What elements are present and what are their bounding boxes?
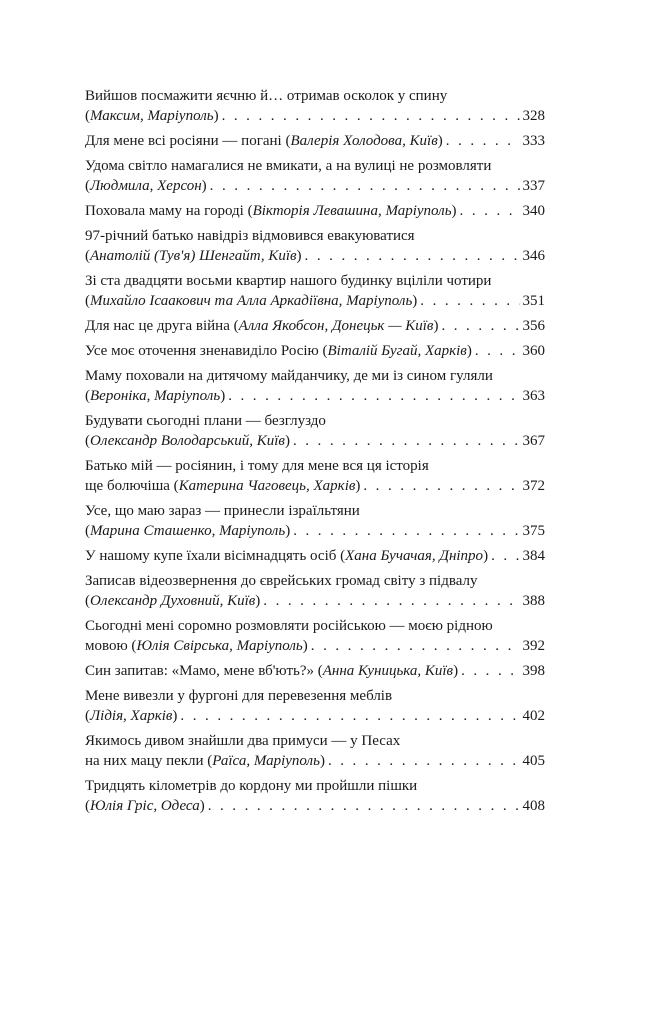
toc-entry-line: [85, 776, 545, 796]
title-text: ): [433, 318, 439, 334]
author-name: Анна Куницька, Київ: [322, 663, 454, 679]
dot-leader: [293, 431, 520, 451]
toc-entry-text: [85, 368, 493, 384]
toc-entry: [85, 226, 545, 266]
author-name: Юлія Гріс, Одеса: [90, 798, 200, 814]
author-name: Валерія Холодова, Київ: [290, 133, 438, 149]
title-text: ): [319, 753, 325, 769]
title-text: (: [85, 388, 90, 404]
toc-entry: [85, 661, 545, 681]
dot-leader: [228, 386, 519, 406]
author-name: Юлія Свірська, Маріуполь: [136, 638, 303, 654]
toc-entry-line: [85, 731, 545, 751]
dot-leader: [263, 591, 519, 611]
toc-entry-text: [85, 246, 302, 266]
author-name: Віталій Бугай, Харків: [327, 343, 467, 359]
page-number: 360: [522, 343, 545, 359]
dot-leader: [311, 636, 520, 656]
title-text: на них мацу пекли (: [85, 753, 213, 769]
toc-entry-text: [85, 476, 360, 496]
toc-entry: [85, 616, 545, 656]
toc-entry: [85, 86, 545, 126]
dot-leader: [461, 661, 519, 681]
author-name: Анатолій (Тув'я) Шенгайт, Київ: [90, 248, 297, 264]
toc-entry-text: [85, 413, 326, 429]
toc-entry-line: [85, 571, 545, 591]
title-text: (: [85, 798, 90, 814]
toc-entry-last-line: [85, 131, 545, 151]
toc-entry-last-line: [85, 386, 545, 406]
page-number: 363: [522, 388, 545, 404]
toc-entry-text: [85, 733, 400, 749]
dot-leader: [210, 176, 520, 196]
toc-entry-text: [85, 751, 325, 771]
title-text: Записав відеозвернення до єврейських громад світу з підвалу: [85, 573, 478, 589]
title-text: Для мене всі росіяни — погані (: [85, 133, 291, 149]
toc-entry-text: [85, 778, 417, 794]
title-text: Для нас це друга війна (: [85, 318, 239, 334]
title-text: ): [412, 293, 418, 309]
author-name: Катерина Чаговець, Харків: [178, 478, 356, 494]
toc-entry: [85, 456, 545, 496]
toc-entry-text: [85, 106, 219, 126]
toc-entry-last-line: [85, 106, 545, 126]
toc-entry-last-line: [85, 246, 545, 266]
title-text: ): [296, 248, 302, 264]
toc-entry-line: [85, 226, 545, 246]
page-number: 333: [522, 133, 545, 149]
toc-entry-text: [85, 386, 225, 406]
toc-entry-last-line: [85, 636, 545, 656]
toc-entry-last-line: [85, 661, 545, 681]
author-name: Олександр Духовний, Київ: [90, 593, 256, 609]
toc-entry-last-line: [85, 521, 545, 541]
toc-entry-last-line: [85, 591, 545, 611]
toc-entry-line: [85, 271, 545, 291]
toc-entry: [85, 316, 545, 336]
toc-entry-text: [85, 688, 392, 704]
toc-entry-line: [85, 411, 545, 431]
title-text: (: [85, 178, 90, 194]
table-of-contents: [85, 86, 545, 821]
title-text: Удома світло намагалися не вмикати, а на вулиці не розмовляти: [85, 158, 492, 174]
title-text: Якимось дивом знайшли два примуси — у Песах: [85, 733, 401, 749]
title-text: ): [285, 523, 291, 539]
toc-entry-text: [85, 228, 415, 244]
title-text: (: [85, 593, 90, 609]
toc-entry: [85, 546, 545, 566]
toc-entry-last-line: [85, 796, 545, 816]
page-number: 337: [522, 178, 545, 194]
toc-entry-line: [85, 366, 545, 386]
title-text: (: [85, 708, 90, 724]
title-text: Поховала маму на городі (: [85, 203, 253, 219]
toc-entry-last-line: [85, 316, 545, 336]
title-text: ): [451, 203, 457, 219]
title-text: ): [255, 593, 261, 609]
toc-entry-last-line: [85, 201, 545, 221]
toc-entry-text: [85, 591, 260, 611]
dot-leader: [420, 291, 519, 311]
dot-leader: [208, 796, 520, 816]
toc-entry-text: [85, 458, 429, 474]
page-number: 356: [522, 318, 545, 334]
toc-entry-last-line: [85, 176, 545, 196]
dot-leader: [475, 341, 520, 361]
toc-entry-last-line: [85, 546, 545, 566]
dot-leader: [460, 201, 520, 221]
title-text: Сьогодні мені соромно розмовляти російською — моєю рідною: [85, 618, 493, 634]
title-text: Син запитав: «Мамо, мене вб'ють?» (: [85, 663, 323, 679]
toc-entry-text: [85, 341, 472, 361]
toc-entry-last-line: [85, 706, 545, 726]
toc-entry: [85, 131, 545, 151]
title-text: Усе, що маю зараз — принесли ізраїльтяни: [85, 503, 360, 519]
title-text: 97-річний батько навідріз відмовився евакуюватися: [85, 228, 415, 244]
toc-entry-text: [85, 131, 443, 151]
title-text: (: [85, 433, 90, 449]
dot-leader: [491, 546, 519, 566]
toc-entry: [85, 776, 545, 816]
title-text: (: [85, 293, 90, 309]
title-text: ): [284, 433, 290, 449]
page-number: 408: [522, 798, 545, 814]
author-name: Людмила, Херсон: [90, 178, 202, 194]
toc-entry-text: [85, 636, 308, 656]
toc-entry-line: [85, 616, 545, 636]
toc-entry-last-line: [85, 476, 545, 496]
toc-entry-text: [85, 573, 478, 589]
toc-entry-text: [85, 431, 290, 451]
page-number: 346: [522, 248, 545, 264]
toc-entry-text: [85, 273, 491, 289]
toc-entry-text: [85, 503, 360, 519]
page-number: 402: [522, 708, 545, 724]
page-number: 398: [522, 663, 545, 679]
title-text: ): [355, 478, 361, 494]
toc-entry: [85, 366, 545, 406]
toc-entry: [85, 201, 545, 221]
author-name: Вікторія Левашина, Маріуполь: [252, 203, 452, 219]
toc-entry-text: [85, 201, 457, 221]
toc-entry-line: [85, 456, 545, 476]
toc-entry-text: [85, 88, 447, 104]
dot-leader: [363, 476, 519, 496]
page-number: 384: [522, 548, 545, 564]
title-text: Тридцять кілометрів до кордону ми пройшли пішки: [85, 778, 418, 794]
page-number: 372: [522, 478, 545, 494]
author-name: Хана Бучачая, Дніпро: [345, 548, 484, 564]
title-text: ): [453, 663, 459, 679]
title-text: ): [199, 798, 205, 814]
title-text: Батько мій — росіянин, і тому для мене вся ця історія: [85, 458, 429, 474]
title-text: ): [483, 548, 489, 564]
page-number: 328: [522, 108, 545, 124]
page-number: 367: [522, 433, 545, 449]
toc-entry-line: [85, 156, 545, 176]
title-text: Вийшов посмажити яєчню й… отримав осколок у спину: [85, 88, 448, 104]
page-number: 340: [522, 203, 545, 219]
dot-leader: [222, 106, 520, 126]
title-text: ще болючіша (: [85, 478, 179, 494]
title-text: (: [85, 108, 90, 124]
toc-entry: [85, 731, 545, 771]
toc-entry-text: [85, 546, 488, 566]
title-text: ): [201, 178, 207, 194]
dot-leader: [305, 246, 520, 266]
title-text: (: [85, 248, 90, 264]
toc-entry: [85, 156, 545, 196]
title-text: Мене вивезли у фургоні для перевезення меблів: [85, 688, 393, 704]
author-name: Олександр Володарський, Київ: [90, 433, 285, 449]
dot-leader: [441, 316, 519, 336]
toc-entry-last-line: [85, 341, 545, 361]
toc-entry-text: [85, 521, 290, 541]
author-name: Михайло Ісаакович та Алла Аркадіївна, Маріуполь: [90, 293, 413, 309]
toc-entry: [85, 501, 545, 541]
title-text: ): [302, 638, 308, 654]
title-text: ): [437, 133, 443, 149]
page-number: 388: [522, 593, 545, 609]
title-text: ): [466, 343, 472, 359]
toc-entry-text: [85, 618, 493, 634]
dot-leader: [180, 706, 519, 726]
toc-entry-line: [85, 501, 545, 521]
page-number: 375: [522, 523, 545, 539]
title-text: Зі ста двадцяти восьми квартир нашого будинку вціліли чотири: [85, 273, 492, 289]
title-text: Маму поховали на дитячому майданчику, де ми із сином гуляли: [85, 368, 493, 384]
toc-entry-last-line: [85, 431, 545, 451]
toc-entry-text: [85, 661, 458, 681]
author-name: Максим, Маріуполь: [90, 108, 214, 124]
page-number: 392: [522, 638, 545, 654]
toc-entry-text: [85, 176, 207, 196]
title-text: (: [85, 523, 90, 539]
page-number: 405: [522, 753, 545, 769]
title-text: мовою (: [85, 638, 137, 654]
toc-entry-text: [85, 291, 417, 311]
dot-leader: [293, 521, 519, 541]
toc-entry: [85, 271, 545, 311]
toc-entry-last-line: [85, 751, 545, 771]
toc-entry-line: [85, 86, 545, 106]
toc-entry: [85, 686, 545, 726]
author-name: Марина Сташенко, Маріуполь: [90, 523, 286, 539]
title-text: Будувати сьогодні плани — безглуздо: [85, 413, 326, 429]
toc-entry: [85, 341, 545, 361]
toc-entry-text: [85, 796, 205, 816]
author-name: Алла Якобсон, Донецьк — Київ: [238, 318, 434, 334]
toc-entry-line: [85, 686, 545, 706]
toc-entry-text: [85, 706, 177, 726]
toc-entry-last-line: [85, 291, 545, 311]
toc-entry: [85, 411, 545, 451]
author-name: Вероніка, Маріуполь: [90, 388, 221, 404]
toc-entry-text: [85, 158, 491, 174]
title-text: ): [220, 388, 226, 404]
dot-leader: [446, 131, 520, 151]
dot-leader: [328, 751, 520, 771]
toc-entry-text: [85, 316, 438, 336]
author-name: Раїса, Маріуполь: [212, 753, 320, 769]
title-text: ): [172, 708, 178, 724]
title-text: Усе моє оточення зненавиділо Росію (: [85, 343, 328, 359]
title-text: ): [213, 108, 219, 124]
page-number: 351: [522, 293, 545, 309]
toc-entry: [85, 571, 545, 611]
author-name: Лідія, Харків: [90, 708, 173, 724]
title-text: У нашому купе їхали вісімнадцять осіб (: [85, 548, 346, 564]
